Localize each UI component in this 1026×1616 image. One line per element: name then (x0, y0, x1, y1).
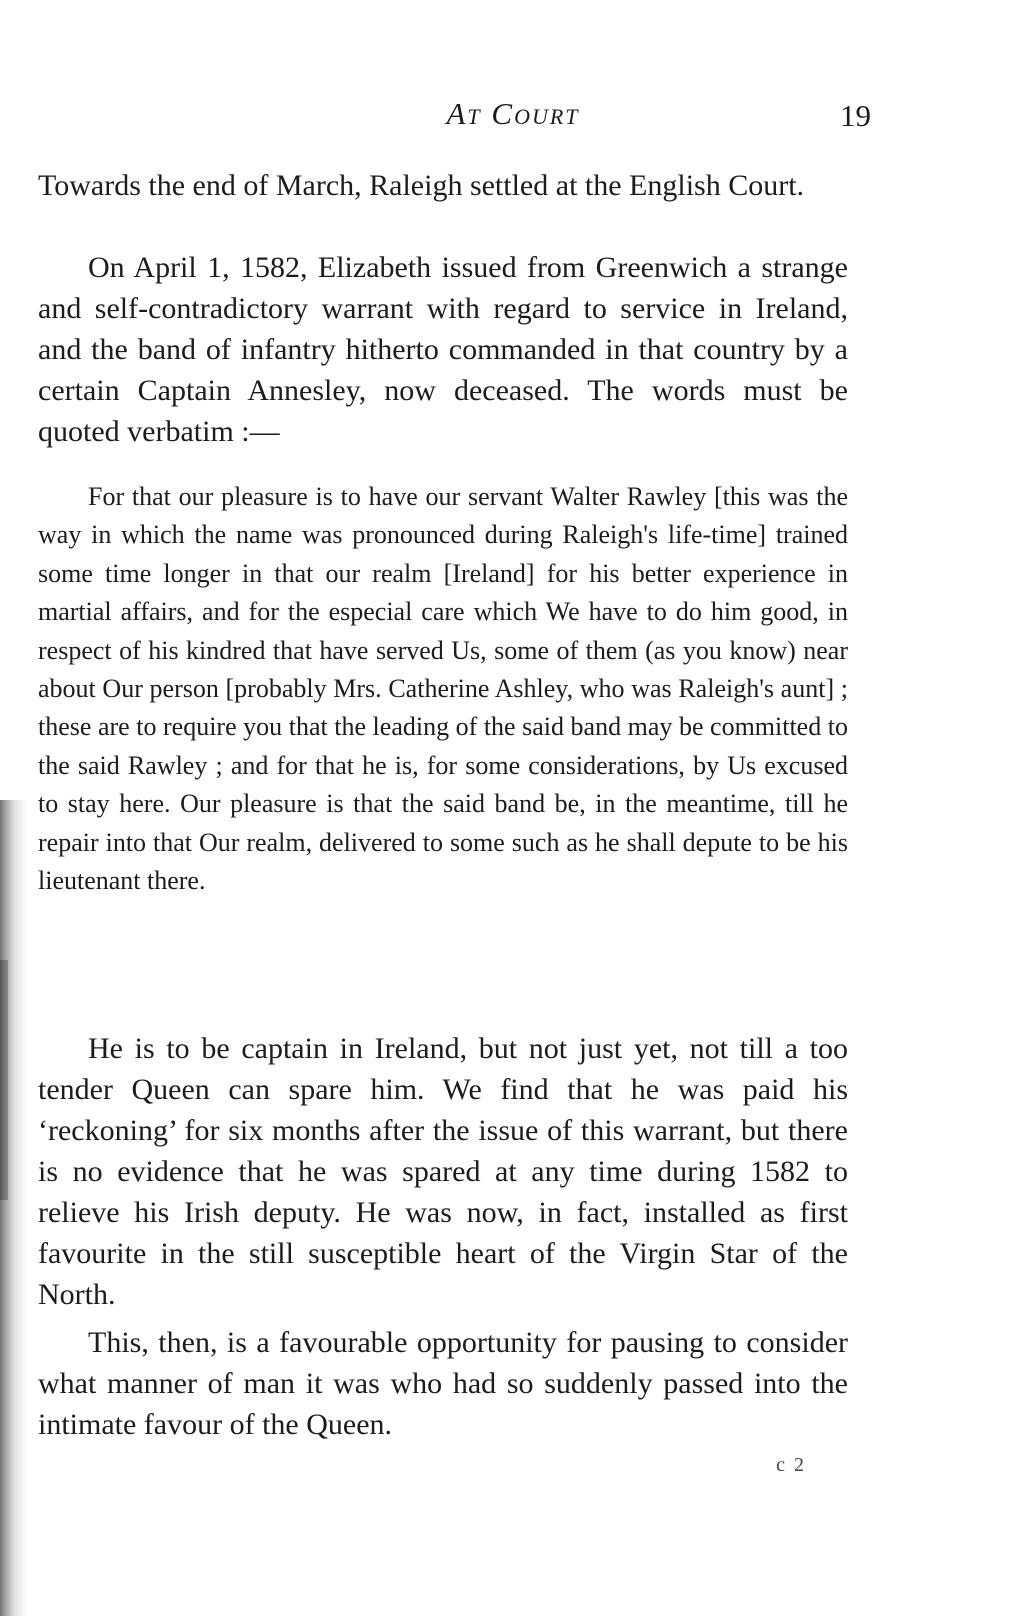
paragraph-1 (38, 165, 848, 206)
paragraph-3 (38, 1028, 848, 1315)
paragraph-3-text: He is to be captain in Ireland, but not just yet, not till a too tender Queen can spare him. We find that he was paid his ‘reckoning’ for six months after the issue of this warrant, but there is no evidence that he was spared at any time during 1582 to relieve his Irish deputy. He was now, in fact, installed as first favourite in the still susceptible heart of the Virgin Star of the North. (38, 1032, 848, 1311)
running-title: At Court (446, 96, 580, 131)
signature-mark: c 2 (776, 1454, 806, 1476)
quotation-text: For that our pleasure is to have our servant Walter Rawley [this was the way in which the name was pronounced during Raleigh's life-time] trained some time longer in that our realm [Ireland] for his better experience in martial affairs, and for the especial care which We have to do him good, in respect of his kindred that have served Us, some of them (as you know) near about Our person [probably Mrs. Catherine Ashley, who was Raleigh's aunt] ; these are to require you that the leading of the said band may be committed to the said Rawley ; and for that he is, for some considerations, by Us excused to stay here. Our pleasure is that the said band be, in the meantime, till he repair into that Our realm, delivered to some such as he shall depute to be his lieutenant there. (38, 482, 848, 896)
paragraph-4 (38, 1322, 848, 1445)
running-head (0, 96, 1026, 136)
paragraph-4-text: This, then, is a favourable opportunity for pausing to consider what manner of man it was who had so suddenly passed into the intimate favour of the Queen. (38, 1326, 848, 1441)
paragraph-2-text: On April 1, 1582, Elizabeth issued from Greenwich a strange and self-contradictory warrant with regard to service in Ireland, and the band of infantry hitherto commanded in that country by a certain Captain Annesley, now deceased. The words must be quoted verbatim :— (38, 251, 848, 448)
paragraph-1-text: Towards the end of March, Raleigh settled at the English Court. (38, 169, 805, 202)
binding-edge-shadow (0, 800, 28, 1616)
warrant-quotation (38, 478, 848, 900)
page-number: 19 (840, 98, 871, 133)
binding-edge-dark-strip (0, 960, 8, 1200)
paragraph-2 (38, 247, 848, 452)
